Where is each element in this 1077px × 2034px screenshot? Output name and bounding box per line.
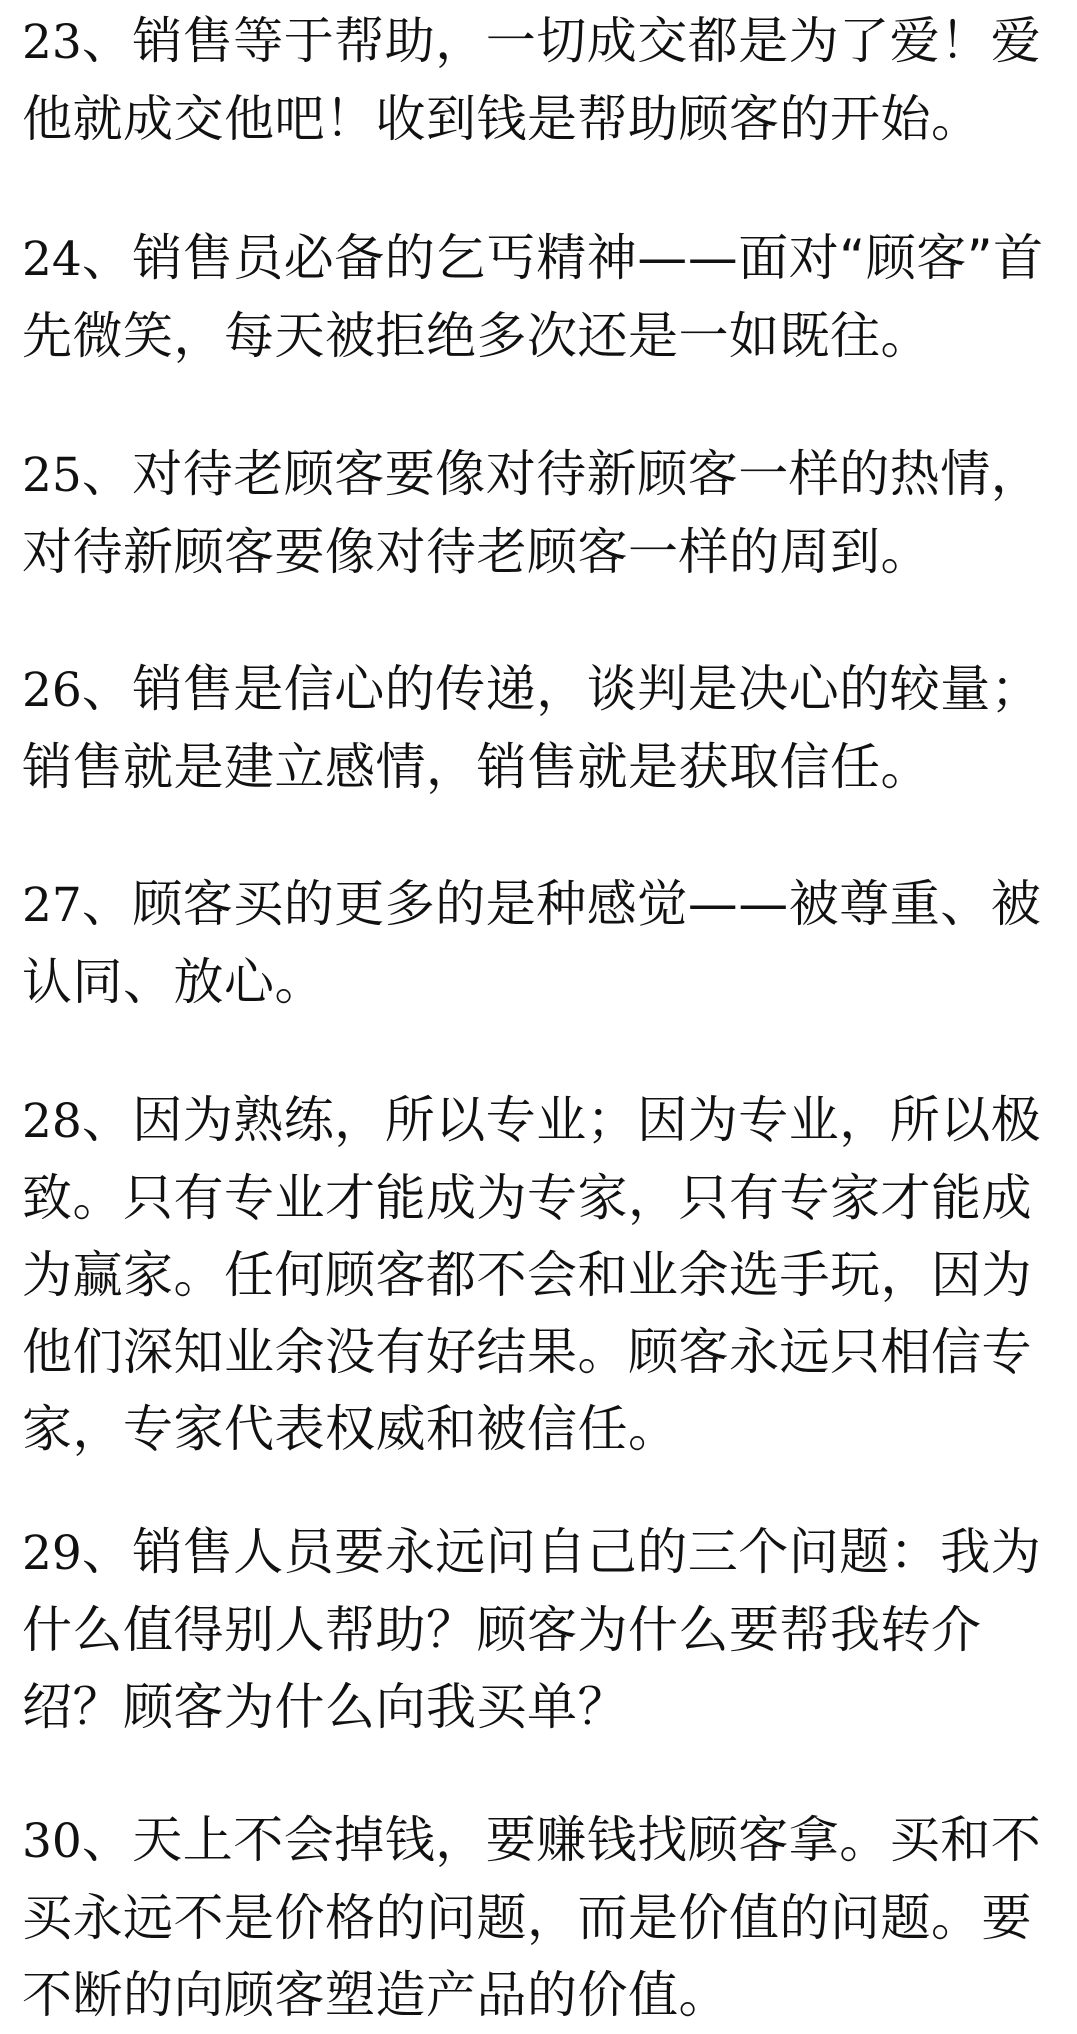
quote-text: 、天上不会掉钱，要赚钱找顾客拿。买和不买永远不是价格的问题，而是价值的问题。要不断的向顾客塑造产品的价值。	[22, 1811, 1042, 2024]
quote-item-24	[22, 220, 1057, 375]
quote-text: 、销售人员要永远问自己的三个问题：我为什么值得别人帮助？顾客为什么要帮我转介绍？顾客为什么向我买单？	[22, 1523, 1042, 1736]
quote-number: 30	[22, 1814, 82, 1869]
quote-text: 、销售员必备的乞丐精神——面对“顾客”首先微笑，每天被拒绝多次还是一如既往。	[22, 229, 1044, 365]
quote-number: 25	[22, 448, 82, 503]
quote-text: 、因为熟练，所以专业；因为专业，所以极致。只有专业才能成为专家，只有专家才能成为赢家。任何顾客都不会和业余选手玩，因为他们深知业余没有好结果。顾客永远只相信专家，专家代表权威和被信任。	[22, 1091, 1042, 1458]
quote-item-25	[22, 436, 1057, 591]
quote-number: 29	[22, 1526, 82, 1581]
quote-number: 27	[22, 878, 82, 933]
quote-item-27	[22, 866, 1057, 1021]
quote-number: 26	[22, 663, 82, 718]
quote-item-26	[22, 651, 1057, 806]
quote-text: 、销售是信心的传递，谈判是决心的较量；销售就是建立感情，销售就是获取信任。	[22, 660, 1042, 796]
quote-number: 24	[22, 232, 82, 287]
quote-item-23	[22, 3, 1057, 158]
quote-text: 、销售等于帮助，一切成交都是为了爱！爱他就成交他吧！收到钱是帮助顾客的开始。	[22, 12, 1042, 148]
quote-text: 、对待老顾客要像对待新顾客一样的热情，对待新顾客要像对待老顾客一样的周到。	[22, 445, 1042, 581]
quote-number: 23	[22, 15, 82, 70]
quote-text: 、顾客买的更多的是种感觉——被尊重、被认同、放心。	[22, 875, 1042, 1011]
quote-item-28	[22, 1082, 1057, 1468]
quote-item-29	[22, 1514, 1057, 1746]
quote-number: 28	[22, 1094, 82, 1149]
quote-item-30	[22, 1802, 1057, 2034]
